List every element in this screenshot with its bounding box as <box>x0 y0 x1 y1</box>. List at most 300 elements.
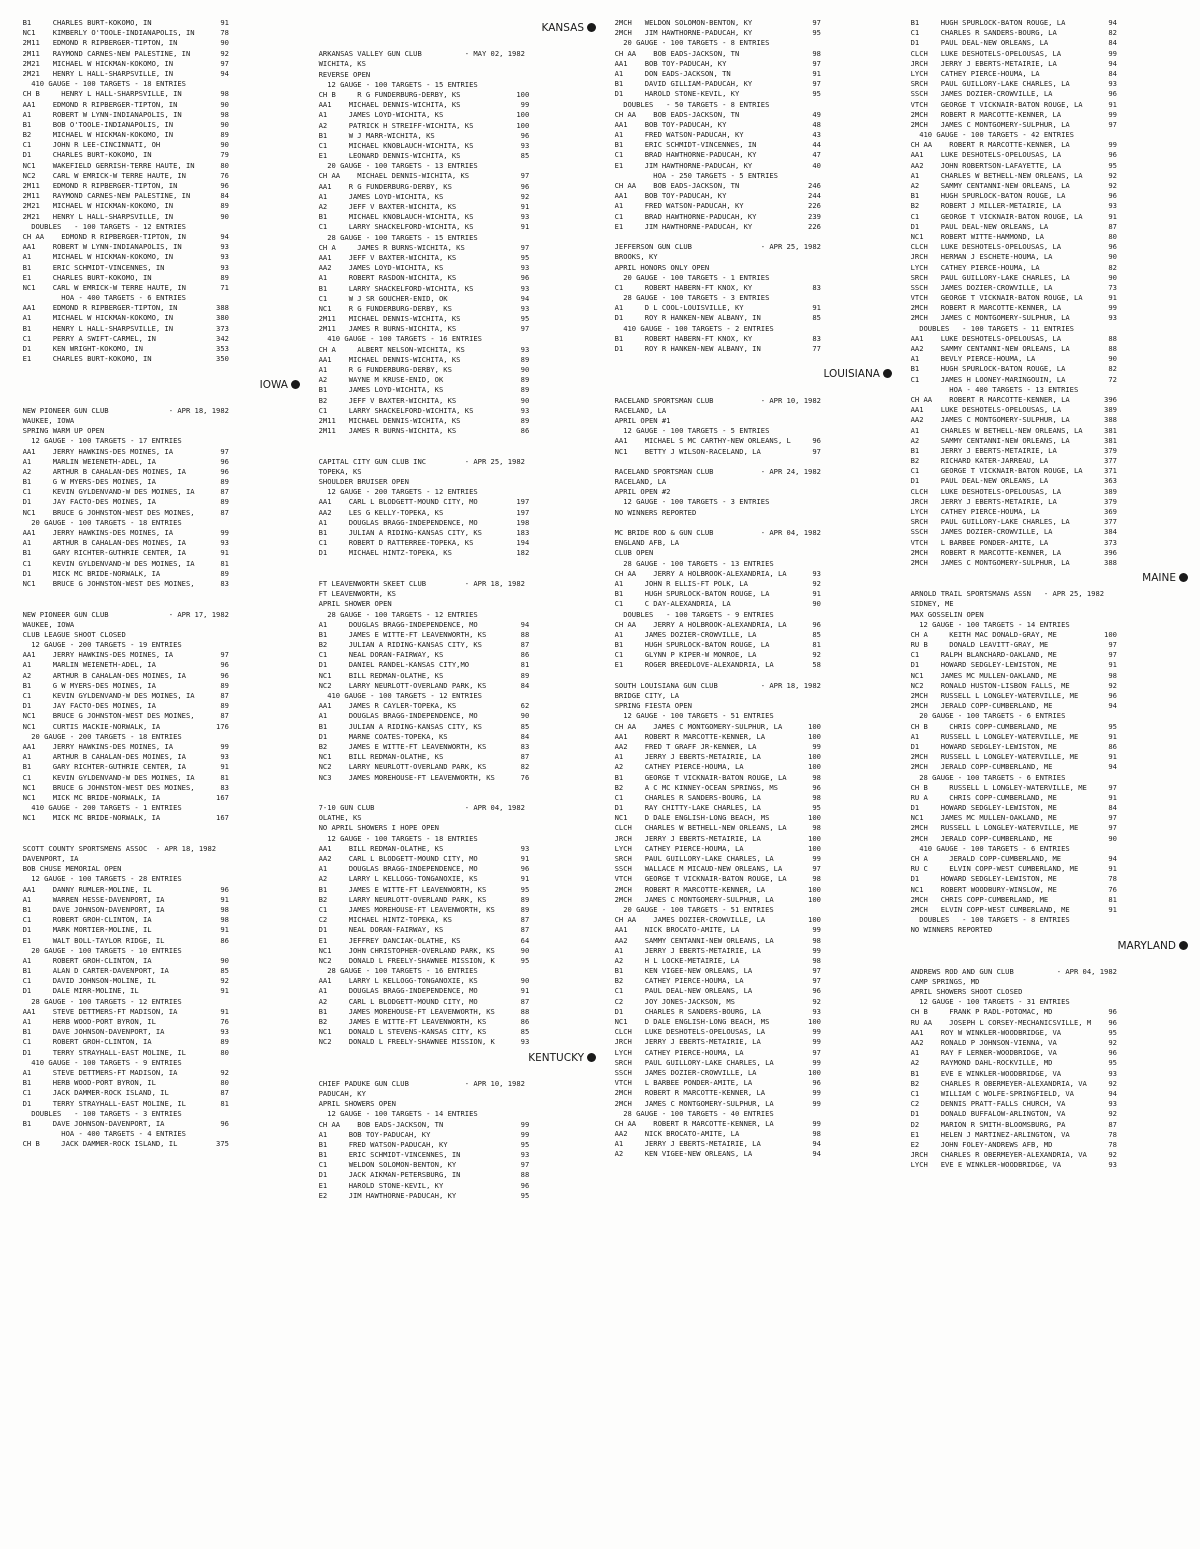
result-line: C1 KEVIN GYLDENVAND-W DES MOINES, IA 87 <box>14 487 229 497</box>
result-line: 2MCH ROBERT R MARCOTTE-KENNER, LA 99 <box>606 1088 821 1098</box>
spacer <box>310 569 596 579</box>
result-line: VTCH L BARBEE PONDER-AMITE, LA 96 <box>606 1078 821 1088</box>
result-line: A1 DOUGLAS BRAGG-INDEPENDENCE, MO 198 <box>310 517 530 527</box>
result-line: 2MCH JAMES C MONTGOMERY-SULPHUR, LA 388 <box>902 557 1117 567</box>
result-line: A1 ARTHUR B CAHALAN-DES MOINES, IA 93 <box>14 538 229 548</box>
result-line: E1 JIM HAWTHORNE-PADUCAH, KY 40 <box>606 160 821 170</box>
result-line: CH AA BOB EADS-JACKSON, TN 49 <box>606 109 821 119</box>
result-line: RU AA JOSEPH L CORSEY-MECHANICSVILLE, M 96 <box>902 1017 1117 1027</box>
result-line: REVERSE OPEN <box>310 69 371 79</box>
result-line: A1 BOB TOY-PADUCAH, KY 99 <box>310 1129 530 1139</box>
result-line: AA2 SAMMY CENTANNI-NEW ORLEANS, LA 98 <box>606 935 821 945</box>
result-line: AA1 DANNY RUMLER-MOLINE, IL 96 <box>14 884 229 894</box>
spacer <box>606 232 892 242</box>
result-line: 2M11 RAYMOND CARNES-NEW PALESTINE, IN 92 <box>14 48 229 58</box>
result-line: SHOULDER BRUISER OPEN <box>310 477 409 487</box>
result-line: 2M11 MICHAEL DENNIS-WICHITA, KS 89 <box>310 415 530 425</box>
result-line: CH AA MICHAEL DENNIS-WICHITA, KS 97 <box>310 171 530 181</box>
spacer <box>310 436 596 446</box>
result-line: C1 KEVIN GYLDENVAND-W DES MOINES, IA 81 <box>14 558 229 568</box>
result-line: CH AA BOB EADS-JACKSON, TN 98 <box>606 48 821 58</box>
result-line: D1 MARK MORTIER-MOLINE, IL 91 <box>14 925 229 935</box>
result-line: AA1 JERRY HAWKINS-DES MOINES, IA 97 <box>14 446 229 456</box>
result-line: B1 CHARLES BURT-KOKOMO, IN 91 <box>14 18 229 27</box>
result-line: D1 ROY R HANKEN-NEW ALBANY, IN 85 <box>606 313 821 323</box>
result-line: CH A JAMES R BURNS-WICHITA, KS 97 <box>310 242 530 252</box>
result-line: RU B DONALD LEAVITT-GRAY, ME 97 <box>902 640 1117 650</box>
result-line: SRCH PAUL GUILLORY-LAKE CHARLES, LA 99 <box>606 854 821 863</box>
result-line: SIDNEY, ME <box>902 599 954 609</box>
result-line: D1 JAY FACTO-DES MOINES, IA 89 <box>14 701 229 711</box>
result-line: D1 RAY CHITTY-LAKE CHARLES, LA 95 <box>606 803 821 813</box>
result-line: E1 CHARLES BURT-KOKOMO, IN 350 <box>14 354 229 364</box>
result-line: NC2 DONALD L FREELY-SHAWNEE MISSION, K 93 <box>310 1037 530 1047</box>
result-line: AA2 RONALD P JOHNSON-VIENNA, VA 92 <box>902 1038 1117 1047</box>
result-line: B2 CHARLES R OBERMEYER-ALEXANDRIA, VA 92 <box>902 1078 1117 1088</box>
result-line: AA1 MICHAEL S MC CARTHY-NEW ORLEANS, L 96 <box>606 436 821 446</box>
result-line: AA1 LUKE DESHOTELS-OPELOUSAS, LA 389 <box>902 405 1117 415</box>
result-line: A1 ROBERT RASDON-WICHITA, KS 96 <box>310 273 530 283</box>
result-line: 410 GAUGE - 100 TARGETS - 18 ENTRIES <box>14 79 186 89</box>
result-line: 2MCH JAMES C MONTGOMERY-SULPHUR, LA 97 <box>902 119 1117 129</box>
result-line: 2M11 JAMES R BURNS-WICHITA, KS 97 <box>310 324 530 334</box>
result-line: A1 FRED WATSON-PADUCAH, KY 226 <box>606 201 821 211</box>
result-line: HOA - 400 TARGETS - 13 ENTRIES <box>902 384 1079 394</box>
result-line: CH AA ROBERT R MARCOTTE-KENNER, LA 99 <box>902 140 1117 150</box>
result-line: 2MCH JERALD COPP-CUMBERLAND, ME 94 <box>902 701 1117 711</box>
result-line: AA1 EDMOND R RIPBERGER-TIPTON, IN 388 <box>14 303 229 313</box>
result-line: RACELAND SPORTSMAN CLUB - APR 24, 1982 <box>606 466 821 476</box>
result-line: C1 KEVIN GYLDENVAND-W DES MOINES, IA 81 <box>14 772 229 782</box>
result-line: A1 DOUGLAS BRAGG-INDEPENDENCE, MO 96 <box>310 864 530 874</box>
result-line: DOUBLES - 100 TARGETS - 8 ENTRIES <box>902 915 1070 925</box>
result-line: C1 GLYNN P KIPER-W MONROE, LA 92 <box>606 650 821 660</box>
result-line: A1 BEVLY PIERCE-HOUMA, LA 90 <box>902 354 1117 364</box>
result-line: B1 DAVE JOHNSON-DAVENPORT, IA 98 <box>14 904 229 914</box>
result-line: A1 JAMES LOYD-WICHITA, KS 100 <box>310 110 530 120</box>
result-line: 2M21 HENRY L HALL-SHARPSVILLE, IN 94 <box>14 68 229 78</box>
state-name: KENTUCKY <box>528 1051 584 1064</box>
result-line: 2M11 MICHAEL DENNIS-WICHITA, KS 95 <box>310 314 530 324</box>
result-line: B1 ALAN D CARTER-DAVENPORT, IA 85 <box>14 966 229 976</box>
spacer <box>14 589 300 599</box>
result-line: 2M21 HENRY L HALL-SHARPSVILLE, IN 90 <box>14 211 229 221</box>
result-line: CH AA JERRY A HOLBROOK-ALEXANDRIA, LA 93 <box>606 568 821 578</box>
result-line: A1 DON EADS-JACKSON, TN 91 <box>606 68 821 78</box>
result-line: CLUB OPEN <box>606 548 654 558</box>
result-line: 2MCH ROBERT R MARCOTTE-KENNER, LA 99 <box>902 303 1117 313</box>
result-line: LYCH CATHEY PIERCE-HOUMA, LA 97 <box>606 1047 821 1057</box>
result-line: AA2 CARL L BLODGETT-MOUND CITY, MO 91 <box>310 854 530 863</box>
result-line: 2MCH JAMES C MONTGOMERY-SULPHUR, LA 93 <box>902 313 1117 323</box>
result-line: C1 PERRY A SWIFT-CARMEL, IN 342 <box>14 333 229 343</box>
result-line: D1 PAUL DEAL-NEW ORLEANS, LA 84 <box>902 38 1117 48</box>
result-line: C1 BRAD HAWTHORNE-PADUCAH, KY 239 <box>606 211 821 221</box>
result-line: 410 GAUGE - 100 TARGETS - 6 ENTRIES <box>902 843 1070 853</box>
result-line: SPRING WARM UP OPEN <box>14 426 105 436</box>
result-line: AA2 JAMES C MONTGOMERY-SULPHUR, LA 388 <box>902 415 1117 425</box>
result-line: CH AA EDMOND R RIPBERGER-TIPTON, IN 94 <box>14 231 229 241</box>
result-line: NC1 BRUCE G JOHNSTON-WEST DES MOINES, 87 <box>14 711 229 721</box>
result-line: AA1 BOB TOY-PADUCAH, KY 97 <box>606 58 821 68</box>
result-line: C1 GEORGE T VICKNAIR-BATON ROUGE, LA 91 <box>902 211 1117 221</box>
bullet-dot-icon <box>883 369 892 378</box>
result-line: C1 LARRY SHACKELFORD-WICHITA, KS 93 <box>310 405 530 415</box>
result-line: A2 H L LOCKE-METAIRIE, LA 98 <box>606 955 821 965</box>
result-line: FT LEAVENWORTH SKEET CLUB - APR 18, 1982 <box>310 578 525 588</box>
result-line: C1 ROBERT D RATTERREE-TOPEKA, KS 194 <box>310 538 530 548</box>
result-line: B1 HUGH SPURLOCK-BATON ROUGE, LA 81 <box>606 640 821 650</box>
result-line: B1 MICHAEL KNOBLAUCH-WICHITA, KS 93 <box>310 212 530 222</box>
result-line: E1 LEONARD DENNIS-WICHITA, KS 85 <box>310 151 530 161</box>
result-line: VTCH GEORGE T VICKNAIR-BATON ROUGE, LA 98 <box>606 874 821 884</box>
result-line: 7-10 GUN CLUB - APR 04, 1982 <box>310 803 525 813</box>
result-line: 20 GAUGE - 100 TARGETS - 51 ENTRIES <box>606 904 774 914</box>
result-line: D1 MICHAEL HINTZ-TOPEKA, KS 182 <box>310 548 530 558</box>
result-line: D1 HOWARD SEDGLEY-LEWISTON, ME 91 <box>902 660 1117 670</box>
result-line: B1 GARY RICHTER-GUTHRIE CENTER, IA 91 <box>14 548 229 558</box>
result-line: 28 GAUGE - 100 TARGETS - 12 ENTRIES <box>310 609 478 619</box>
result-line: 410 GAUGE - 100 TARGETS - 12 ENTRIES <box>310 691 482 700</box>
result-line: 12 GAUGE - 100 TARGETS - 5 ENTRIES <box>606 426 770 436</box>
result-line: B1 ROBERT HABERN-FT KNOX, KY 83 <box>606 333 821 343</box>
result-line: C1 JOHN R LEE-CINCINNATI, OH 90 <box>14 140 229 150</box>
result-line: CLCH LUKE DESHOTELS-OPELOUSAS, LA 99 <box>902 48 1117 58</box>
result-line: WAUKEE, IOWA <box>14 415 75 425</box>
result-line: D1 PAUL DEAL-NEW ORLEANS, LA 87 <box>902 221 1117 231</box>
result-line: E1 HELEN J MARTINEZ-ARLINGTON, VA 78 <box>902 1129 1117 1139</box>
result-line: 2M11 JAMES R BURNS-WICHITA, KS 86 <box>310 426 530 436</box>
result-line: AA1 JERRY HAWKINS-DES MOINES, IA 97 <box>14 650 229 660</box>
result-line: ENGLAND AFB, LA <box>606 538 680 548</box>
result-line: 20 GAUGE - 100 TARGETS - 6 ENTRIES <box>902 711 1066 721</box>
result-line: 28 GAUGE - 100 TARGETS - 12 ENTRIES <box>14 996 182 1006</box>
result-line: B1 JULIAN A RIDING-KANSAS CITY, KS 85 <box>310 721 530 731</box>
result-line: A2 CARL L BLODGETT-MOUND CITY, MO 87 <box>310 996 530 1006</box>
result-line: B1 ERIC SCHMIDT-VINCENNES, IN 93 <box>14 262 229 272</box>
result-line: BOB CHUSE MEMORIAL OPEN <box>14 864 122 874</box>
result-line: MAX GOSSELIN OPEN <box>902 609 984 619</box>
column-2 <box>310 18 596 1549</box>
result-line: C1 MICHAEL KNOBLAUCH-WICHITA, KS 93 <box>310 140 530 150</box>
result-line: DOUBLES - 100 TARGETS - 3 ENTRIES <box>14 1108 182 1118</box>
result-line: B2 MICHAEL W HICKMAN-KOKOMO, IN 89 <box>14 130 229 140</box>
result-line: APRIL SHOWERS SHOOT CLOSED <box>902 987 1023 997</box>
result-line: C1 W J SR GOUCHER-ENID, OK 94 <box>310 293 530 303</box>
result-line: 2MCH JAMES C MONTGOMERY-SULPHUR, LA 99 <box>606 1098 821 1108</box>
result-line: NO WINNERS REPORTED <box>902 925 993 935</box>
result-line: RU A CHRIS COPP-CUMBERLAND, ME 91 <box>902 792 1117 802</box>
result-line: CAPITAL CITY GUN CLUB INC - APR 25, 1982 <box>310 456 525 466</box>
result-line: AA1 NICK BROCATO-AMITE, LA 99 <box>606 925 821 935</box>
result-line: NC1 BRUCE G JOHNSTON-WEST DES MOINES, 83 <box>14 578 229 588</box>
result-line: AA1 BOB TOY-PADUCAH, KY 244 <box>606 191 821 201</box>
result-line: CLCH LUKE DESHOTELS-OPELOUSAS, LA 389 <box>902 486 1117 496</box>
result-line: B1 FRED WATSON-PADUCAH, KY 95 <box>310 1139 530 1149</box>
result-line: 20 GAUGE - 100 TARGETS - 10 ENTRIES <box>14 945 182 955</box>
result-line: 28 GAUGE - 100 TARGETS - 6 ENTRIES <box>902 772 1066 782</box>
bullet-dot-icon <box>587 23 596 32</box>
result-line: D1 TERRY STRAYHALL-EAST MOLINE, IL 81 <box>14 1098 229 1108</box>
result-line: E1 HAROLD STONE-KEVIL, KY 96 <box>310 1180 530 1190</box>
result-line: CLCH LUKE DESHOTELS-OPELOUSAS, LA 96 <box>902 242 1117 252</box>
result-line: C1 C DAY-ALEXANDRIA, LA 90 <box>606 599 821 609</box>
result-line: NC1 BRUCE G JOHNSTON-WEST DES MOINES, 83 <box>14 782 229 792</box>
result-line: A1 MICHAEL W HICKMAN-KOKOMO, IN 93 <box>14 252 229 262</box>
result-line: A2 SAMMY CENTANNI-NEW ORLEANS, LA 92 <box>902 181 1117 190</box>
result-line: SOUTH LOUISIANA GUN CLUB - APR 18, 1982 <box>606 680 821 690</box>
result-line: SRCH PAUL GUILLORY-LAKE CHARLES, LA 99 <box>606 1057 821 1067</box>
result-line: A1 RUSSELL L LONGLEY-WATERVILLE, ME 91 <box>902 731 1117 741</box>
result-line: 2M11 RAYMOND CARNES-NEW PALESTINE, IN 84 <box>14 191 229 201</box>
result-line: C1 GEORGE T VICKNAIR-BATON ROUGE, LA 371 <box>902 466 1117 476</box>
result-line: E2 JIM HAWTHORNE-PADUCAH, KY 95 <box>310 1190 530 1200</box>
result-line: AA1 JEFF V BAXTER-WICHITA, KS 95 <box>310 252 530 262</box>
state-name: LOUISIANA <box>823 368 880 381</box>
result-line: HOA - 400 TARGETS - 4 ENTRIES <box>14 1129 186 1139</box>
result-line: D1 ROY R HANKEN-NEW ALBANY, IN 77 <box>606 344 821 353</box>
result-line: NC1 WAKEFIELD GERRISH-TERRE HAUTE, IN 80 <box>14 160 229 170</box>
result-line: NC2 RONALD HUSTON-LISBON FALLS, ME 92 <box>902 680 1117 690</box>
result-line: 2MCH RUSSELL L LONGLEY-WATERVILLE, ME 97 <box>902 823 1117 833</box>
result-line: B2 JAMES E WITTE-FT LEAVENWORTH, KS 83 <box>310 741 530 751</box>
result-line: A1 MARLIN WEIENETH-ADEL, IA 96 <box>14 456 229 466</box>
result-line: 12 GAUGE - 100 TARGETS - 18 ENTRIES <box>310 833 478 843</box>
result-line: B2 A C MC KINNEY-OCEAN SPRINGS, MS 96 <box>606 782 821 792</box>
result-line: LYCH CATHEY PIERCE-HOUMA, LA 82 <box>902 262 1117 272</box>
result-line: D1 DANIEL RANDEL-KANSAS CITY,MO 81 <box>310 660 530 670</box>
result-line: 410 GAUGE - 200 TARGETS - 1 ENTRIES <box>14 803 182 813</box>
result-line: NC1 JAMES MC MULLEN-OAKLAND, ME 98 <box>902 670 1117 680</box>
result-line: A2 ARTHUR B CAHALAN-DES MOINES, IA 96 <box>14 466 229 476</box>
result-line: E1 ROGER BREEDLOVE-ALEXANDRIA, LA 58 <box>606 660 821 670</box>
result-line: SSCH JAMES DOZIER-CROWVILLE, LA 73 <box>902 282 1117 292</box>
result-line: NC1 BRUCE G JOHNSTON-WEST DES MOINES, 87 <box>14 507 229 517</box>
result-line: JRCH JERRY J EBERTS-METAIRIE, LA 99 <box>606 1037 821 1047</box>
result-line: CH B RUSSELL L LONGLEY-WATERVILLE, ME 97 <box>902 782 1117 792</box>
result-line: B1 JAMES E WITTE-FT LEAVENWORTH, KS 95 <box>310 884 530 894</box>
result-line: A1 MICHAEL W HICKMAN-KOKOMO, IN 380 <box>14 313 229 323</box>
result-line: 2M11 EDMOND R RIPBERGER-TIPTON, IN 90 <box>14 38 229 48</box>
result-line: A1 R G FUNDERBURG-DERBY, KS 90 <box>310 365 530 374</box>
result-line: CH B CHRIS COPP-CUMBERLAND, ME 95 <box>902 721 1117 731</box>
result-line: NC1 D DALE ENGLISH-LONG BEACH, MS 100 <box>606 1017 821 1026</box>
result-line: CH A ALBERT NELSON-WICHITA, KS 93 <box>310 344 530 354</box>
result-line: AA2 SAMMY CENTANNI-NEW ORLEANS, LA 88 <box>902 344 1117 353</box>
result-line: DAVENPORT, IA <box>14 854 79 863</box>
result-line: C1 PAUL DEAL-NEW ORLEANS, LA 96 <box>606 986 821 996</box>
result-line: A1 HERB WOOD-PORT BYRON, IL 76 <box>14 1017 229 1026</box>
result-line: C1 DAVID JOHNSON-MOLINE, IL 92 <box>14 976 229 986</box>
result-line: NO APRIL SHOWERS I HOPE OPEN <box>310 823 439 833</box>
result-line: B1 GEORGE T VICKNAIR-BATON ROUGE, LA 98 <box>606 772 821 782</box>
result-line: 2M21 MICHAEL W HICKMAN-KOKOMO, IN 89 <box>14 201 229 211</box>
spacer <box>606 457 892 467</box>
result-line: C1 ROBERT GROH-CLINTON, IA 89 <box>14 1037 229 1047</box>
result-line: B2 JULIAN A RIDING-KANSAS CITY, KS 87 <box>310 640 530 650</box>
result-line: 12 GAUGE - 100 TARGETS - 17 ENTRIES <box>14 436 182 446</box>
result-line: NC1 BETTY J WILSON-RACELAND, LA 97 <box>606 446 821 456</box>
result-line: APRIL OPEN #1 <box>606 415 671 425</box>
result-line: D1 DONALD BUFFALOW-ARLINGTON, VA 92 <box>902 1109 1117 1119</box>
result-line: CLUB LEAGUE SHOOT CLOSED <box>14 629 126 639</box>
result-line: 20 GAUGE - 100 TARGETS - 8 ENTRIES <box>606 38 770 48</box>
result-line: ARKANSAS VALLEY GUN CLUB - MAY 02, 1982 <box>310 49 525 59</box>
result-line: JRCH JERRY J EBERTS-METAIRIE, LA 94 <box>902 58 1117 68</box>
result-line: A1 RAY F LERNER-WOODBRIDGE, VA 96 <box>902 1048 1117 1058</box>
result-line: C1 RALPH BLANCHARD-OAKLAND, ME 97 <box>902 650 1117 660</box>
spacer <box>310 39 596 49</box>
result-line: NC2 LARRY NEURLOTT-OVERLAND PARK, KS 82 <box>310 762 530 772</box>
spacer <box>14 396 300 406</box>
state-heading <box>902 938 1188 955</box>
spacer <box>606 354 892 364</box>
result-line: AA1 JERRY HAWKINS-DES MOINES, IA 99 <box>14 528 229 537</box>
result-line: C1 WILLIAM C WOLFE-SPRINGFIELD, VA 94 <box>902 1088 1117 1098</box>
result-line: NEW PIONEER GUN CLUB - APR 17, 1982 <box>14 609 229 619</box>
result-line: D1 NEAL DORAN-FAIRWAY, KS 87 <box>310 925 530 935</box>
result-line: 2MCH WELDON SOLOMON-BENTON, KY 97 <box>606 18 821 27</box>
result-line: D1 JAY FACTO-DES MOINES, IA 89 <box>14 497 229 507</box>
result-line: B2 JAMES E WITTE-FT LEAVENWORTH, KS 86 <box>310 1017 530 1026</box>
result-line: CH AA ROBERT R MARCOTTE-KENNER, LA 396 <box>902 394 1117 404</box>
spacer <box>606 671 892 681</box>
result-line: D1 DALE MIRR-MOLINE, IL 91 <box>14 986 229 996</box>
result-line: E1 CHARLES BURT-KOKOMO, IN 89 <box>14 272 229 282</box>
result-line: NC1 DONALD L STEVENS-KANSAS CITY, KS 85 <box>310 1027 530 1037</box>
result-line: A1 FRED WATSON-PADUCAH, KY 43 <box>606 130 821 140</box>
result-line: C1 BRAD HAWTHORNE-PADUCAH, KY 47 <box>606 150 821 160</box>
result-line: OLATHE, KS <box>310 813 362 823</box>
result-line: CH B R G FUNDERBURG-DERBY, KS 100 <box>310 89 530 99</box>
spacer <box>14 599 300 609</box>
result-line: MC BRIDE ROD & GUN CLUB - APR 04, 1982 <box>606 528 821 537</box>
result-line: VTCH L BARBEE PONDER-AMITE, LA 373 <box>902 537 1117 547</box>
result-line: AA1 ROBERT R MARCOTTE-KENNER, LA 100 <box>606 731 821 741</box>
result-line: 20 GAUGE - 100 TARGETS - 18 ENTRIES <box>14 517 182 527</box>
result-line: JEFFERSON GUN CLUB - APR 25, 1982 <box>606 242 821 252</box>
result-line: APRIL SHOWERS OPEN <box>310 1099 396 1109</box>
result-line: SSCH JAMES DOZIER-CROWVILLE, LA 384 <box>902 527 1117 537</box>
state-heading <box>606 366 892 383</box>
result-line: B1 HERB WOOD-PORT BYRON, IL 80 <box>14 1078 229 1088</box>
result-line: A1 MARLIN WEIENETH-ADEL, IA 96 <box>14 660 229 670</box>
result-line: DOUBLES - 100 TARGETS - 12 ENTRIES <box>14 221 186 231</box>
result-line: CH A KEITH MAC DONALD-GRAY, ME 100 <box>902 629 1117 639</box>
result-line: B2 RICHARD KATER-JARREAU, LA 377 <box>902 456 1117 466</box>
result-line: B1 DAVE JOHNSON-DAVENPORT, IA 96 <box>14 1118 229 1128</box>
result-line: B1 JERRY J EBERTS-METAIRIE, LA 379 <box>902 445 1117 455</box>
result-line: HOA - 250 TARGETS - 5 ENTRIES <box>606 170 778 180</box>
state-name: MAINE <box>1142 572 1176 585</box>
result-line: CH AA JAMES C MONTGOMERY-SULPHUR, LA 100 <box>606 721 821 731</box>
result-line: A1 JOHN R ELLIS-FT POLK, LA 92 <box>606 578 821 588</box>
result-line: D1 PAUL DEAL-NEW ORLEANS, LA 363 <box>902 476 1117 486</box>
result-line: 28 GAUGE - 100 TARGETS - 40 ENTRIES <box>606 1108 774 1118</box>
result-line: B1 KEN VIGEE-NEW ORLEANS, LA 97 <box>606 966 821 976</box>
result-line: 2MCH JERALD COPP-CUMBERLAND, ME 90 <box>902 833 1117 843</box>
result-line: JRCH CHARLES R OBERMEYER-ALEXANDRIA, VA 92 <box>902 1150 1117 1160</box>
result-line: SSCH WALLACE M MICAUD-NEW ORLEANS, LA 97 <box>606 864 821 874</box>
result-line: A2 WAYNE M KRUSE-ENID, OK 89 <box>310 375 530 385</box>
result-line: PADUCAH, KY <box>310 1088 366 1098</box>
result-line: E2 JOHN FOLEY-ANDREWS AFB, MD 78 <box>902 1139 1117 1149</box>
result-line: AA1 MICHAEL DENNIS-WICHITA, KS 89 <box>310 354 530 364</box>
spacer <box>902 957 1188 967</box>
result-line: SRCH PAUL GUILLORY-LAKE CHARLES, LA 90 <box>902 272 1117 282</box>
result-line: SSCH JAMES DOZIER-CROWVILLE, LA 100 <box>606 1067 821 1077</box>
state-heading <box>14 377 300 394</box>
result-line: JRCH JERRY J EBERTS-METAIRIE, LA 100 <box>606 833 821 843</box>
result-line: NC1 D DALE ENGLISH-LONG BEACH, MS 100 <box>606 813 821 823</box>
result-line: NC1 KIMBERLY O'TOOLE-INDIANAPOLIS, IN 78 <box>14 28 229 38</box>
result-line: B2 CATHEY PIERCE-HOUMA, LA 97 <box>606 976 821 986</box>
result-line: 12 GAUGE - 200 TARGETS - 12 ENTRIES <box>310 487 478 497</box>
result-line: 410 GAUGE - 100 TARGETS - 9 ENTRIES <box>14 1057 182 1067</box>
result-line: AA2 LES G KELLY-TOPEKA, KS 197 <box>310 507 530 517</box>
result-line: A1 DOUGLAS BRAGG-INDEPENDENCE, MO 90 <box>310 711 530 721</box>
result-line: B1 HUGH SPURLOCK-BATON ROUGE, LA 91 <box>606 589 821 599</box>
result-line: CH A JERALD COPP-CUMBERLAND, ME 94 <box>902 854 1117 863</box>
bullet-dot-icon <box>1179 941 1188 950</box>
result-line: LYCH CATHEY PIERCE-HOUMA, LA 369 <box>902 507 1117 516</box>
result-line: C1 JAMES H LOONEY-MARINGOUIN, LA 72 <box>902 374 1117 384</box>
result-line: C1 LARRY SHACKELFORD-WICHITA, KS 91 <box>310 222 530 232</box>
result-line: DOUBLES - 100 TARGETS - 9 ENTRIES <box>606 609 774 619</box>
result-line: JRCH HERMAN J ESCHETE-HOUMA, LA 90 <box>902 252 1117 262</box>
result-line: 2MCH CHRIS COPP-CUMBERLAND, ME 81 <box>902 894 1117 904</box>
result-line: NC3 JAMES MOREHOUSE-FT LEAVENWORTH, KS 76 <box>310 772 530 782</box>
result-line: CH B HENRY L HALL-SHARPSVILLE, IN 98 <box>14 89 229 99</box>
result-line: AA1 LUKE DESHOTELS-OPELOUSAS, LA 88 <box>902 333 1117 343</box>
result-line: B1 G W MYERS-DES MOINES, IA 89 <box>14 477 229 487</box>
result-line: AA1 LARRY L KELLOGG-TONGANOXIE, KS 90 <box>310 976 530 986</box>
result-line: A2 JEFF V BAXTER-WICHITA, KS 91 <box>310 202 530 211</box>
result-line: AA1 CARL L BLODGETT-MOUND CITY, MO 197 <box>310 497 530 507</box>
result-line: B1 JAMES MOREHOUSE-FT LEAVENWORTH, KS 88 <box>310 1006 530 1016</box>
result-line: 2MCH JAMES C MONTGOMERY-SULPHUR, LA 100 <box>606 894 821 904</box>
result-line: AA1 BOB TOY-PADUCAH, KY 48 <box>606 119 821 129</box>
state-heading <box>310 1050 596 1067</box>
column-3 <box>606 18 892 1549</box>
result-line: C1 KEVIN GYLDENVAND-W DES MOINES, IA 87 <box>14 691 229 700</box>
result-line: B1 DAVE JOHNSON-DAVENPORT, IA 93 <box>14 1027 229 1037</box>
result-line: 28 GAUGE - 100 TARGETS - 3 ENTRIES <box>606 293 770 303</box>
result-line: AA1 MICHAEL DENNIS-WICHITA, KS 99 <box>310 100 530 110</box>
result-line: NC1 CURTIS MACKIE-NORWALK, IA 176 <box>14 721 229 731</box>
result-line: APRIL OPEN #2 <box>606 487 671 497</box>
result-line: C1 ROBERT HABERN-FT KNOX, KY 83 <box>606 282 821 292</box>
result-line: D1 HOWARD SEDGLEY-LEWISTON, ME 84 <box>902 803 1117 813</box>
result-line: D1 MICK MC BRIDE-NORWALK, IA 89 <box>14 568 229 578</box>
result-line: CH AA JERRY A HOLBROOK-ALEXANDRIA, LA 96 <box>606 619 821 629</box>
spacer <box>606 518 892 528</box>
result-line: 2MCH ROBERT R MARCOTTE-KENNER, LA 396 <box>902 547 1117 557</box>
result-line: B1 HUGH SPURLOCK-BATON ROUGE, LA 94 <box>902 18 1117 27</box>
result-line: AA1 STEVE DETTMERS-FT MADISON, IA 91 <box>14 1006 229 1016</box>
result-line: 20 GAUGE - 200 TARGETS - 18 ENTRIES <box>14 731 182 741</box>
result-line: CAMP SPRINGS, MD <box>902 976 980 986</box>
result-line: 12 GAUGE - 100 TARGETS - 31 ENTRIES <box>902 997 1070 1007</box>
result-line: 2MCH ROBERT R MARCOTTE-KENNER, LA 100 <box>606 884 821 894</box>
result-line: AA1 JERRY HAWKINS-DES MOINES, IA 99 <box>14 741 229 751</box>
result-line: NC1 BILL REDMAN-OLATHE, KS 87 <box>310 752 530 762</box>
state-heading <box>310 20 596 37</box>
result-line: C2 MICHAEL HINTZ-TOPEKA, KS 87 <box>310 915 530 925</box>
result-line: B1 ERIC SCHMIDT-VINCENNES, IN 93 <box>310 1150 530 1160</box>
result-line: B1 ERIC SCHMIDT-VINCENNES, IN 44 <box>606 140 821 150</box>
result-line: NC1 R G FUNDERBURG-DERBY, KS 93 <box>310 303 530 313</box>
